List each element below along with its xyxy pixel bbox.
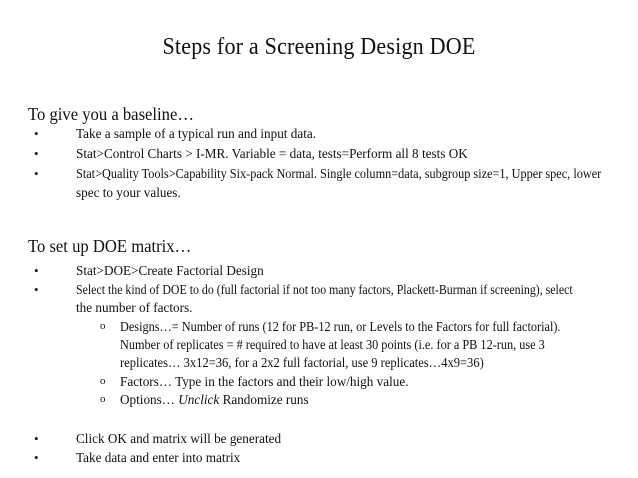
bullet-icon: • [34,450,39,465]
section-heading-baseline: To give you a baseline… [28,104,194,124]
bullet-icon: • [34,431,39,446]
bullet-icon: • [34,282,39,297]
bullet-icon: • [34,146,39,161]
list-item-text: Stat>Control Charts > I-MR. Variable = data, tests=Perform all 8 tests OK [76,146,468,161]
list-item-text: Take data and enter into matrix [76,450,241,465]
circle-bullet-icon: o [100,375,106,387]
sub-list-item-text [120,391,309,408]
circle-bullet-icon: o [100,393,106,405]
list-item-text: Select the kind of DOE to do (full factorial if not too many factors, Plackett-Burman if screening), select [76,282,573,297]
list-item-text: spec to your values. [76,185,181,200]
list-item-text: Stat>Quality Tools>Capability Six-pack Normal. Single column=data, subgroup size=1, Upper spec, lower [76,166,602,181]
sub-list-item-text: Factors… Type in the factors and their low/high value. [120,374,409,389]
section-heading-doe-matrix: To set up DOE matrix… [28,236,192,256]
list-item-text: Click OK and matrix will be generated [76,431,282,446]
list-item-text: Stat>DOE>Create Factorial Design [76,263,264,278]
circle-bullet-icon: o [100,320,106,332]
bullet-icon: • [34,263,39,278]
sub-list-item-text: Designs…= Number of runs (12 for PB-12 run, or Levels to the Factors for full factorial). [120,319,561,334]
page-title: Steps for a Screening Design DOE [162,34,476,60]
bullet-icon: • [34,166,39,181]
list-item-text: the number of factors. [76,300,193,315]
unclick-emphasis: Unclick [178,392,220,407]
randomize-runs-label: Randomize runs [219,392,309,407]
sub-list-item-text: Number of replicates = # required to have at least 30 points (i.e. for a PB 12-run, use 3 [120,337,545,352]
bullet-icon: • [34,126,39,141]
options-label: Options… [120,392,179,407]
list-item-text: Take a sample of a typical run and input data. [76,126,317,141]
sub-list-item-text: replicates… 3x12=36, for a 2x2 full factorial, use 9 replicates…4x9=36) [120,355,484,370]
